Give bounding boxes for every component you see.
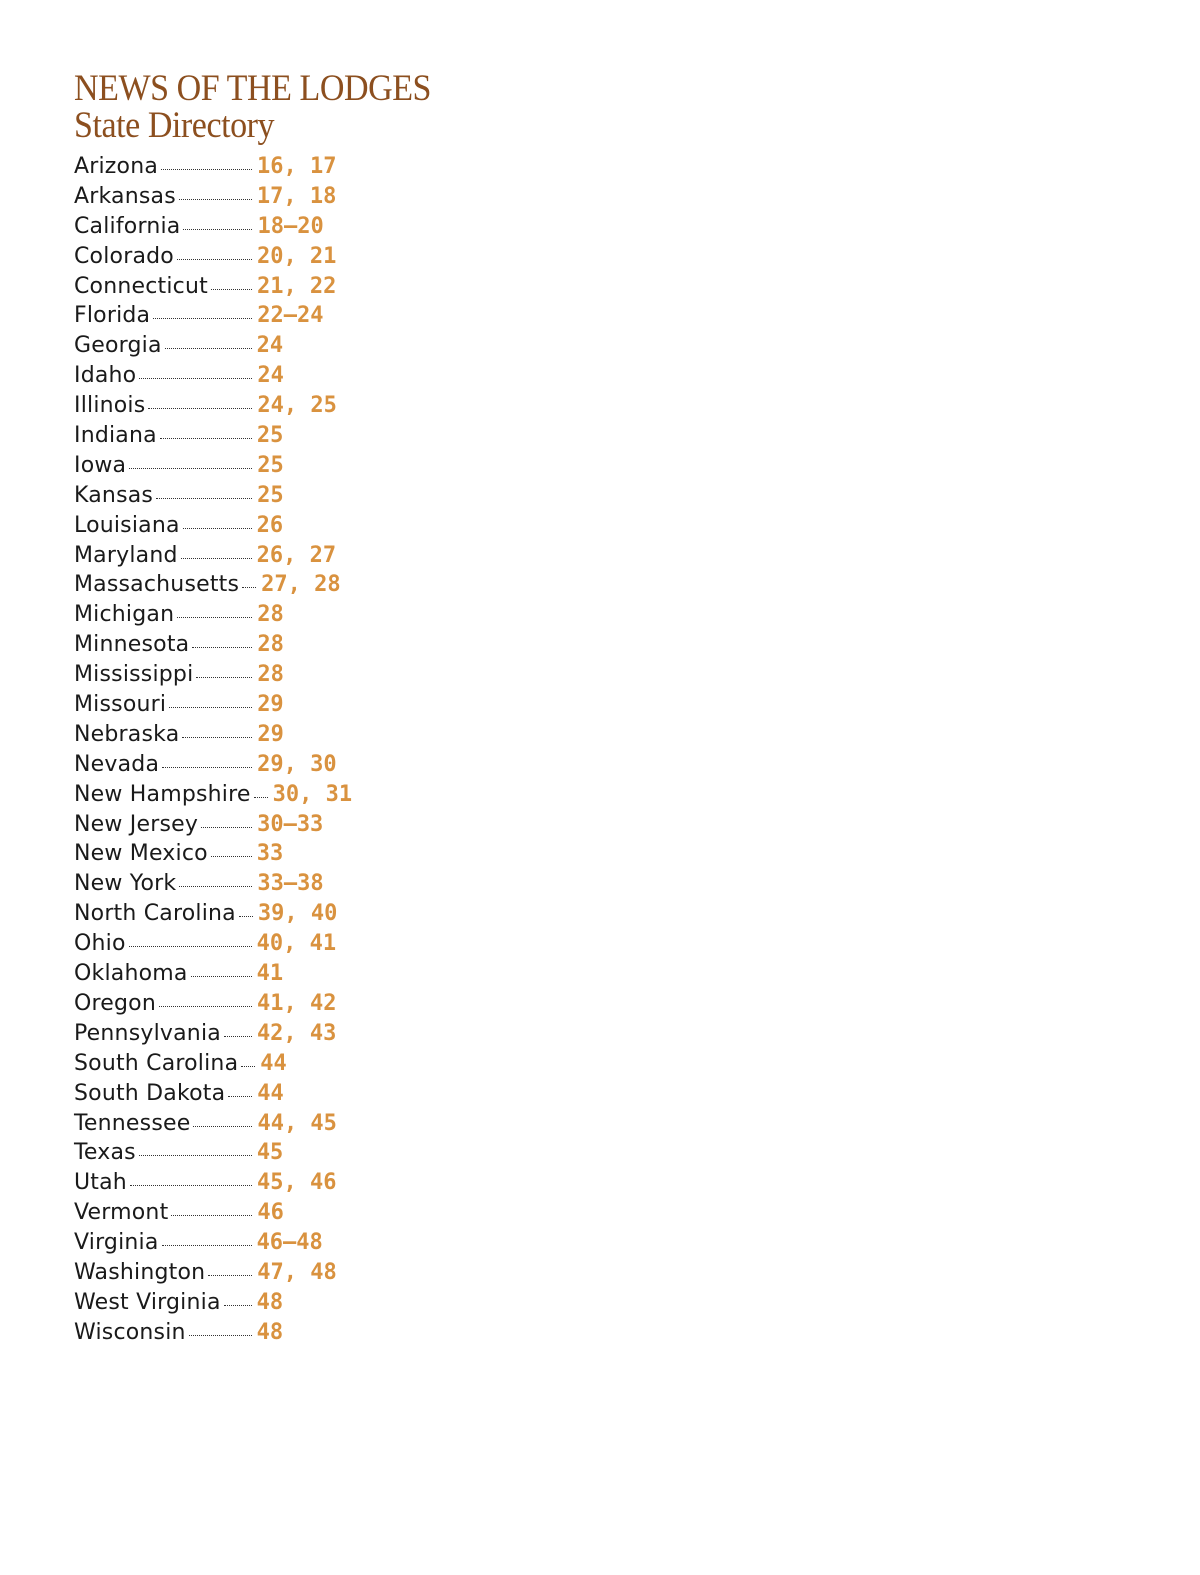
state-name: West Virginia [74, 1289, 221, 1315]
directory-entry [74, 333, 414, 363]
directory-entry [74, 901, 414, 931]
state-name: South Carolina [74, 1050, 239, 1076]
state-name: Massachusetts [74, 572, 240, 598]
state-name: Vermont [74, 1200, 169, 1226]
page-numbers: 44 [260, 1050, 287, 1076]
state-name: Indiana [74, 423, 157, 449]
dot-leader [191, 976, 252, 977]
page-numbers: 33–38 [257, 871, 324, 897]
page-numbers: 16, 17 [257, 154, 337, 179]
dot-leader [211, 289, 252, 290]
state-name: Maryland [74, 542, 178, 568]
directory-entry [74, 453, 414, 483]
dot-leader [148, 408, 252, 409]
state-name: Idaho [74, 363, 137, 389]
page-numbers: 48 [256, 1289, 284, 1315]
page-numbers: 33 [256, 841, 284, 867]
dot-leader [183, 229, 252, 230]
page-numbers: 46 [257, 1200, 284, 1226]
state-name: Arizona [74, 154, 159, 179]
state-name: Mississippi [74, 662, 194, 688]
dot-leader [161, 169, 252, 170]
state-name: South Dakota [74, 1080, 226, 1106]
directory-entry [74, 752, 414, 782]
state-name: Oklahoma [74, 961, 188, 987]
state-name: Nevada [74, 751, 160, 777]
page-numbers: 18–20 [257, 213, 324, 239]
directory-entry [74, 1051, 414, 1081]
page-numbers: 41 [256, 961, 284, 987]
state-name: Arkansas [74, 183, 176, 209]
directory-entry [74, 543, 414, 573]
page-numbers: 25 [256, 423, 284, 449]
directory-entry [74, 662, 414, 692]
state-name: Utah [74, 1170, 127, 1196]
dot-leader [160, 438, 252, 439]
state-name: Texas [74, 1140, 136, 1166]
state-name: Nebraska [74, 721, 180, 747]
directory-entry [74, 1081, 414, 1111]
page-numbers: 28 [257, 662, 284, 688]
dot-leader [129, 468, 252, 469]
directory-entry [74, 871, 414, 901]
directory-entry [74, 931, 414, 961]
directory-entry [74, 602, 414, 632]
dot-leader [239, 916, 253, 917]
page-numbers: 20, 21 [256, 243, 337, 269]
directory-entry [74, 812, 414, 842]
state-name: New York [74, 871, 177, 897]
state-name: Ohio [74, 931, 126, 957]
page-numbers: 27, 28 [261, 572, 341, 598]
page-numbers: 26 [256, 512, 284, 538]
directory-entry [74, 393, 414, 423]
dot-leader [169, 707, 252, 708]
page-numbers: 28 [257, 632, 284, 658]
directory-entry [74, 692, 414, 722]
page-numbers: 29, 30 [257, 751, 337, 777]
dot-leader [254, 797, 268, 798]
state-name: Georgia [74, 333, 162, 359]
directory-entry [74, 1140, 414, 1170]
dot-leader [189, 1335, 252, 1336]
page-numbers: 30, 31 [272, 781, 353, 807]
dot-leader [196, 677, 252, 678]
page-numbers: 42, 43 [256, 1020, 337, 1046]
dot-leader [182, 737, 252, 738]
directory-entry [74, 991, 414, 1021]
directory-entry [74, 782, 414, 812]
state-name: Missouri [74, 692, 167, 718]
page-numbers: 46–48 [256, 1230, 323, 1256]
page-numbers: 41, 42 [256, 990, 337, 1016]
directory-entry [74, 483, 414, 513]
page-numbers: 40, 41 [256, 931, 337, 957]
state-name: California [74, 213, 181, 239]
directory-entry [74, 184, 414, 214]
dot-leader [181, 558, 252, 559]
page-numbers: 26, 27 [256, 542, 337, 568]
dot-leader [193, 1126, 252, 1127]
page-numbers: 24 [257, 363, 284, 389]
page-numbers: 48 [256, 1319, 284, 1345]
dot-leader [211, 856, 252, 857]
section-title: NEWS OF THE LODGES [74, 68, 432, 109]
state-name: New Jersey [74, 811, 199, 837]
state-name: Illinois [74, 393, 146, 419]
directory-entry [74, 961, 414, 991]
directory-entry [74, 244, 414, 274]
page-numbers: 25 [257, 452, 284, 478]
state-name: New Hampshire [74, 781, 251, 807]
dot-leader [159, 1006, 252, 1007]
dot-leader [177, 617, 252, 618]
dot-leader [162, 1245, 252, 1246]
state-name: Michigan [74, 602, 175, 628]
directory-entry [74, 572, 414, 602]
page-numbers: 44 [257, 1080, 284, 1106]
dot-leader [224, 1036, 252, 1037]
page-numbers: 25 [257, 482, 284, 508]
directory-entry [74, 363, 414, 393]
directory-entry [74, 722, 414, 752]
directory-entry [74, 1111, 414, 1141]
dot-leader [156, 498, 252, 499]
section-subtitle: State Directory [74, 105, 275, 146]
state-name: Minnesota [74, 632, 190, 658]
page-numbers: 39, 40 [257, 901, 338, 927]
page-numbers: 29 [257, 721, 284, 747]
directory-entry [74, 154, 414, 184]
directory-entry [74, 1170, 414, 1200]
state-name: Colorado [74, 243, 174, 269]
page-numbers: 28 [257, 602, 284, 628]
state-name: New Mexico [74, 841, 208, 867]
directory-entry [74, 303, 414, 333]
directory-entry [74, 1290, 414, 1320]
page-numbers: 24, 25 [257, 393, 337, 419]
directory-entry [74, 841, 414, 871]
dot-leader [177, 259, 252, 260]
state-name: Virginia [74, 1230, 159, 1256]
dot-leader [228, 1096, 252, 1097]
page-numbers: 45, 46 [256, 1170, 337, 1196]
directory-entry [74, 423, 414, 453]
directory-entry [74, 1021, 414, 1051]
page-numbers: 17, 18 [256, 183, 337, 209]
directory-entry [74, 632, 414, 662]
dot-leader [165, 348, 252, 349]
state-name: Iowa [74, 452, 127, 478]
dot-leader [129, 946, 252, 947]
page-numbers: 45 [256, 1140, 284, 1166]
dot-leader [153, 318, 252, 319]
dot-leader [224, 1305, 252, 1306]
state-name: Connecticut [74, 273, 208, 299]
page-numbers: 22–24 [257, 303, 324, 329]
directory-entry [74, 1200, 414, 1230]
dot-leader [208, 1275, 252, 1276]
dot-leader [139, 378, 252, 379]
page-numbers: 30–33 [257, 811, 324, 837]
directory-entry [74, 1320, 414, 1350]
state-name: Washington [74, 1259, 206, 1285]
dot-leader [179, 886, 252, 887]
directory-entry [74, 1230, 414, 1260]
directory-entry [74, 214, 414, 244]
dot-leader [171, 1215, 252, 1216]
state-name: North Carolina [74, 901, 236, 927]
dot-leader [241, 1066, 255, 1067]
page-numbers: 44, 45 [257, 1110, 337, 1136]
directory-entry [74, 274, 414, 304]
directory-entry [74, 513, 414, 543]
state-name: Pennsylvania [74, 1020, 221, 1046]
dot-leader [130, 1185, 252, 1186]
state-name: Wisconsin [74, 1319, 186, 1345]
state-directory-list [74, 154, 414, 1350]
dot-leader [192, 647, 252, 648]
state-name: Louisiana [74, 512, 180, 538]
dot-leader [183, 528, 252, 529]
state-name: Oregon [74, 990, 156, 1016]
dot-leader [162, 767, 252, 768]
page-numbers: 24 [256, 333, 284, 359]
page-numbers: 29 [257, 692, 284, 718]
dot-leader [242, 587, 256, 588]
state-name: Florida [74, 303, 151, 329]
page-numbers: 47, 48 [257, 1259, 337, 1285]
dot-leader [201, 827, 252, 828]
dot-leader [179, 199, 252, 200]
state-name: Kansas [74, 482, 154, 508]
state-name: Tennessee [74, 1110, 191, 1136]
page-heading [74, 70, 462, 144]
dot-leader [139, 1155, 252, 1156]
page-numbers: 21, 22 [256, 273, 337, 299]
directory-entry [74, 1260, 414, 1290]
